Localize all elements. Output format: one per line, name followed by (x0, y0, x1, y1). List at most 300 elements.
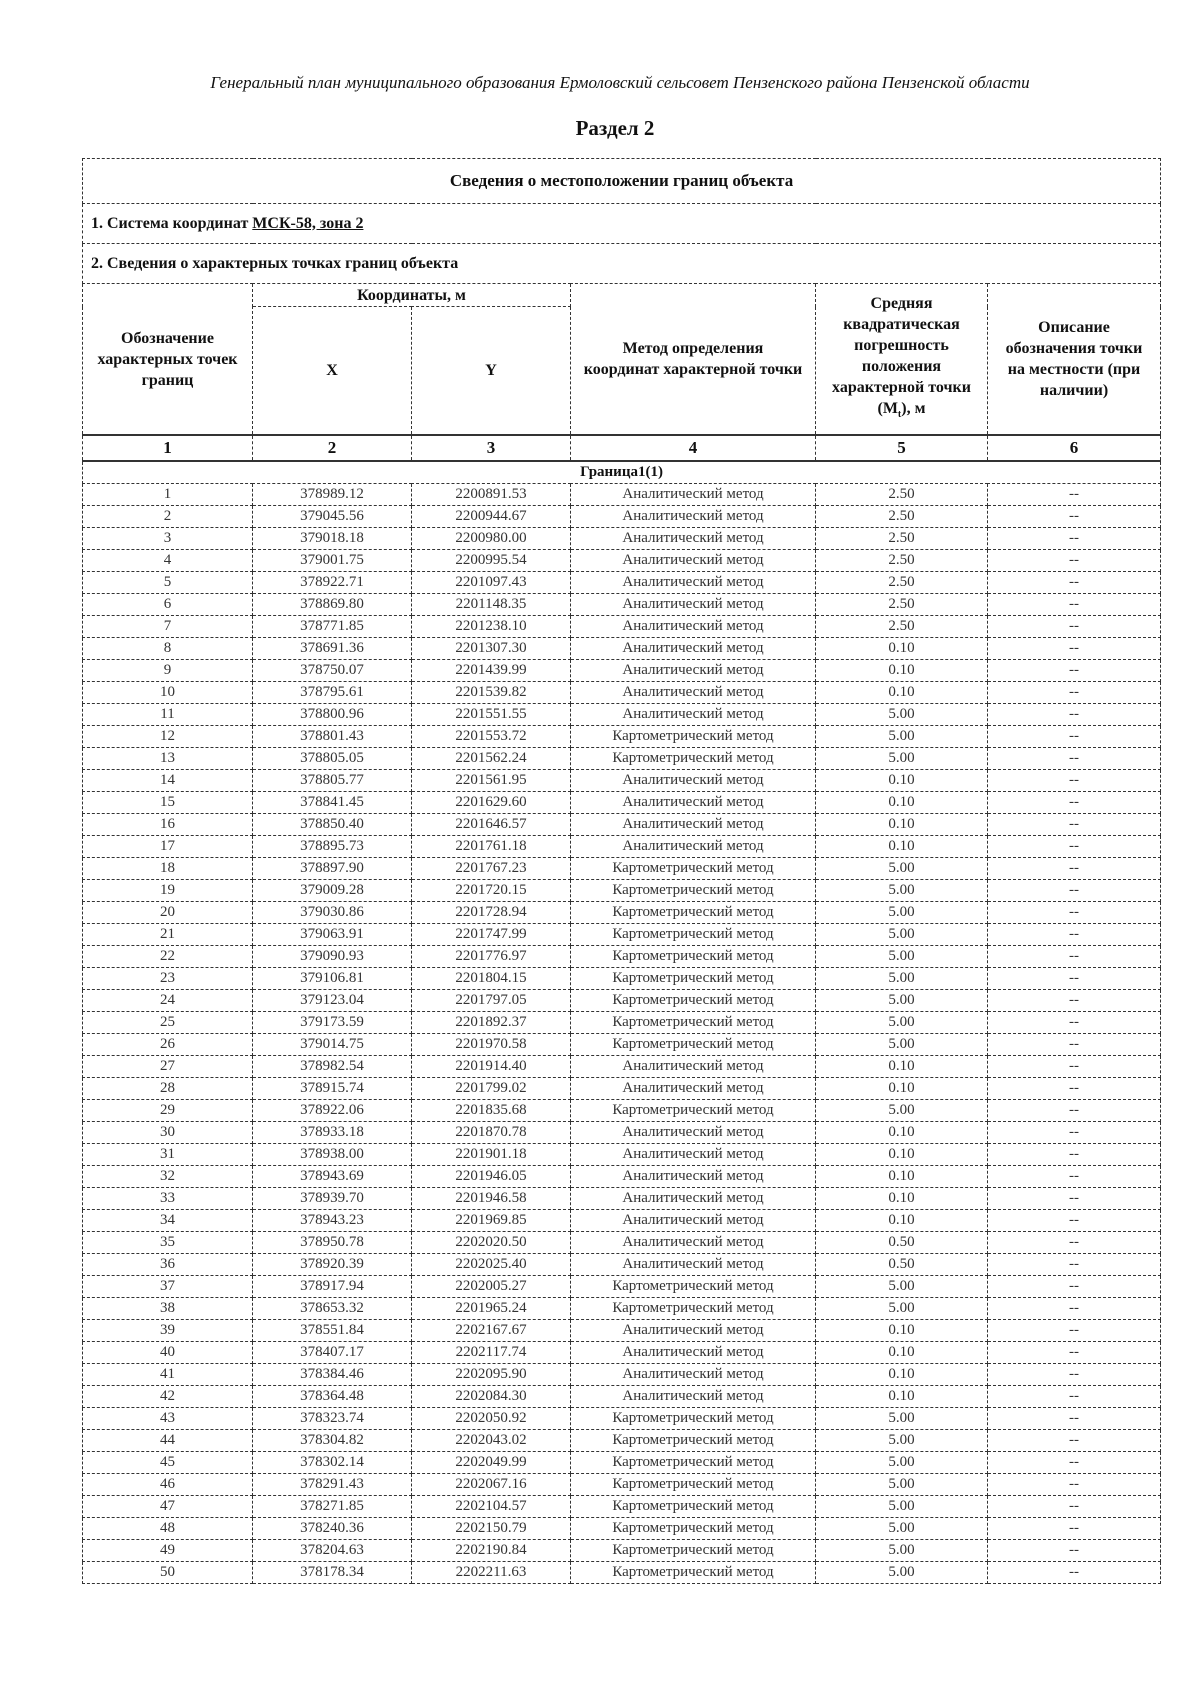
cell-coord-y: 2202117.74 (412, 1342, 571, 1364)
table-row (83, 660, 1161, 682)
cell-coord-y: 2201965.24 (412, 1298, 571, 1320)
cell-coord-y: 2200995.54 (412, 550, 571, 572)
cell-method: Аналитический метод (571, 1232, 816, 1254)
cell-point-id: 14 (83, 770, 253, 792)
cell-method: Аналитический метод (571, 660, 816, 682)
table-caption: Сведения о местоположении границ объекта (83, 159, 1161, 204)
cell-description: -- (988, 1364, 1161, 1386)
cell-description: -- (988, 968, 1161, 990)
coord-system-row (83, 204, 1161, 244)
table-row (83, 550, 1161, 572)
table-row (83, 1056, 1161, 1078)
cell-description: -- (988, 1342, 1161, 1364)
table-row (83, 528, 1161, 550)
cell-coord-y: 2202043.02 (412, 1430, 571, 1452)
cell-coord-x: 378323.74 (253, 1408, 412, 1430)
cell-coord-x: 378407.17 (253, 1342, 412, 1364)
cell-description: -- (988, 1386, 1161, 1408)
table-row (83, 506, 1161, 528)
cell-method: Аналитический метод (571, 1166, 816, 1188)
cell-coord-x: 378800.96 (253, 704, 412, 726)
cell-coord-x: 378805.77 (253, 770, 412, 792)
cell-point-id: 26 (83, 1034, 253, 1056)
cell-error: 2.50 (816, 528, 988, 550)
table-row (83, 792, 1161, 814)
cell-description: -- (988, 1078, 1161, 1100)
cell-coord-x: 378805.05 (253, 748, 412, 770)
cell-error: 0.10 (816, 836, 988, 858)
cell-description: -- (988, 1452, 1161, 1474)
cell-method: Аналитический метод (571, 594, 816, 616)
cell-coord-y: 2201551.55 (412, 704, 571, 726)
cell-error: 5.00 (816, 1474, 988, 1496)
cell-point-id: 32 (83, 1166, 253, 1188)
cell-point-id: 44 (83, 1430, 253, 1452)
cell-description: -- (988, 506, 1161, 528)
cell-description: -- (988, 726, 1161, 748)
cell-coord-x: 378795.61 (253, 682, 412, 704)
cell-coord-x: 379045.56 (253, 506, 412, 528)
points-heading: 2. Сведения о характерных точках границ объекта (83, 244, 1161, 284)
cell-error: 0.10 (816, 1144, 988, 1166)
cell-coord-y: 2201747.99 (412, 924, 571, 946)
cell-method: Картометрический метод (571, 726, 816, 748)
cell-coord-x: 378801.43 (253, 726, 412, 748)
cell-error: 5.00 (816, 1100, 988, 1122)
cell-point-id: 22 (83, 946, 253, 968)
cell-coord-y: 2200980.00 (412, 528, 571, 550)
cell-point-id: 30 (83, 1122, 253, 1144)
cell-point-id: 42 (83, 1386, 253, 1408)
table-row (83, 1188, 1161, 1210)
cell-point-id: 6 (83, 594, 253, 616)
cell-description: -- (988, 770, 1161, 792)
table-row (83, 1408, 1161, 1430)
cell-description: -- (988, 792, 1161, 814)
cell-error: 0.10 (816, 1320, 988, 1342)
cell-error: 5.00 (816, 726, 988, 748)
cell-coord-y: 2201776.97 (412, 946, 571, 968)
table-row (83, 726, 1161, 748)
cell-coord-y: 2202067.16 (412, 1474, 571, 1496)
cell-point-id: 19 (83, 880, 253, 902)
cell-method: Картометрический метод (571, 1518, 816, 1540)
cell-method: Аналитический метод (571, 1144, 816, 1166)
cell-method: Аналитический метод (571, 506, 816, 528)
cell-coord-y: 2201835.68 (412, 1100, 571, 1122)
cell-coord-x: 378943.69 (253, 1166, 412, 1188)
cell-error: 0.10 (816, 814, 988, 836)
cell-method: Аналитический метод (571, 1122, 816, 1144)
cell-error: 5.00 (816, 1034, 988, 1056)
table-row (83, 1518, 1161, 1540)
cell-description: -- (988, 858, 1161, 880)
cell-method: Картометрический метод (571, 1012, 816, 1034)
cell-description: -- (988, 1496, 1161, 1518)
cell-description: -- (988, 1276, 1161, 1298)
cell-coord-x: 378204.63 (253, 1540, 412, 1562)
cell-point-id: 48 (83, 1518, 253, 1540)
cell-error: 0.10 (816, 1166, 988, 1188)
cell-description: -- (988, 1210, 1161, 1232)
cell-error: 5.00 (816, 1276, 988, 1298)
cell-description: -- (988, 1166, 1161, 1188)
cell-coord-y: 2201307.30 (412, 638, 571, 660)
table-row (83, 946, 1161, 968)
cell-point-id: 49 (83, 1540, 253, 1562)
cell-coord-x: 378989.12 (253, 484, 412, 506)
cell-method: Аналитический метод (571, 550, 816, 572)
cell-method: Картометрический метод (571, 1452, 816, 1474)
cell-description: -- (988, 902, 1161, 924)
cell-coord-x: 378938.00 (253, 1144, 412, 1166)
table-row (83, 1232, 1161, 1254)
cell-error: 5.00 (816, 1540, 988, 1562)
table-row (83, 1496, 1161, 1518)
cell-error: 0.50 (816, 1232, 988, 1254)
cell-description: -- (988, 550, 1161, 572)
cell-method: Картометрический метод (571, 1100, 816, 1122)
table-row (83, 770, 1161, 792)
cell-method: Аналитический метод (571, 1254, 816, 1276)
cell-coord-y: 2201439.99 (412, 660, 571, 682)
cell-coord-x: 379106.81 (253, 968, 412, 990)
coord-system-value: МСК-58, зона 2 (252, 214, 364, 232)
cell-coord-y: 2200891.53 (412, 484, 571, 506)
table-row (83, 1562, 1161, 1584)
cell-coord-x: 378240.36 (253, 1518, 412, 1540)
cell-coord-y: 2202211.63 (412, 1562, 571, 1584)
cell-description: -- (988, 1518, 1161, 1540)
header-error: Средняя квадратическая погрешность положения характерной точки $(M_t)$, м (816, 284, 988, 436)
cell-point-id: 46 (83, 1474, 253, 1496)
cell-point-id: 20 (83, 902, 253, 924)
table-row (83, 704, 1161, 726)
cell-coord-x: 379018.18 (253, 528, 412, 550)
cell-coord-x: 378291.43 (253, 1474, 412, 1496)
cell-point-id: 36 (83, 1254, 253, 1276)
cell-method: Картометрический метод (571, 1430, 816, 1452)
table-row (83, 616, 1161, 638)
cell-coord-y: 2201728.94 (412, 902, 571, 924)
cell-error: 2.50 (816, 594, 988, 616)
cell-coord-x: 378917.94 (253, 1276, 412, 1298)
cell-coord-x: 378869.80 (253, 594, 412, 616)
table-row (83, 1078, 1161, 1100)
cell-method: Картометрический метод (571, 1034, 816, 1056)
cell-point-id: 10 (83, 682, 253, 704)
cell-error: 0.10 (816, 1056, 988, 1078)
cell-method: Картометрический метод (571, 1540, 816, 1562)
cell-error: 0.50 (816, 1254, 988, 1276)
cell-description: -- (988, 1188, 1161, 1210)
cell-description: -- (988, 1540, 1161, 1562)
table-row (83, 990, 1161, 1012)
cell-coord-y: 2201870.78 (412, 1122, 571, 1144)
cell-method: Аналитический метод (571, 836, 816, 858)
cell-coord-y: 2201238.10 (412, 616, 571, 638)
cell-coord-y: 2202020.50 (412, 1232, 571, 1254)
header-point: Обозначение характерных точек границ (83, 284, 253, 436)
table-row (83, 1474, 1161, 1496)
table-row (83, 572, 1161, 594)
cell-description: -- (988, 594, 1161, 616)
cell-coord-y: 2201720.15 (412, 880, 571, 902)
cell-coord-x: 378895.73 (253, 836, 412, 858)
cell-point-id: 1 (83, 484, 253, 506)
table-row (83, 1034, 1161, 1056)
cell-point-id: 3 (83, 528, 253, 550)
cell-method: Аналитический метод (571, 1342, 816, 1364)
cell-description: -- (988, 1100, 1161, 1122)
cell-coord-y: 2201804.15 (412, 968, 571, 990)
cell-point-id: 16 (83, 814, 253, 836)
table-row (83, 1342, 1161, 1364)
cell-point-id: 12 (83, 726, 253, 748)
cell-coord-x: 378915.74 (253, 1078, 412, 1100)
cell-method: Аналитический метод (571, 528, 816, 550)
header-x: X (253, 307, 412, 436)
cell-point-id: 41 (83, 1364, 253, 1386)
cell-coord-y: 2202095.90 (412, 1364, 571, 1386)
cell-coord-x: 378950.78 (253, 1232, 412, 1254)
cell-coord-x: 378364.48 (253, 1386, 412, 1408)
cell-method: Аналитический метод (571, 1364, 816, 1386)
cell-description: -- (988, 704, 1161, 726)
cell-point-id: 5 (83, 572, 253, 594)
cell-description: -- (988, 946, 1161, 968)
cell-method: Картометрический метод (571, 990, 816, 1012)
table-row (83, 814, 1161, 836)
cell-error: 2.50 (816, 572, 988, 594)
cell-coord-x: 378653.32 (253, 1298, 412, 1320)
cell-coord-x: 379009.28 (253, 880, 412, 902)
cell-coord-x: 378178.34 (253, 1562, 412, 1584)
cell-coord-x: 378850.40 (253, 814, 412, 836)
cell-description: -- (988, 1232, 1161, 1254)
cell-point-id: 21 (83, 924, 253, 946)
cell-point-id: 40 (83, 1342, 253, 1364)
cell-coord-x: 378750.07 (253, 660, 412, 682)
cell-coord-y: 2202049.99 (412, 1452, 571, 1474)
cell-coord-x: 379090.93 (253, 946, 412, 968)
cell-coord-x: 378304.82 (253, 1430, 412, 1452)
cell-method: Аналитический метод (571, 1078, 816, 1100)
table-row (83, 1144, 1161, 1166)
cell-error: 0.10 (816, 638, 988, 660)
cell-coord-x: 378771.85 (253, 616, 412, 638)
column-number: 5 (816, 435, 988, 461)
group-label: Граница1(1) (83, 461, 1161, 484)
cell-description: -- (988, 1408, 1161, 1430)
cell-method: Аналитический метод (571, 1056, 816, 1078)
cell-coord-x: 378922.06 (253, 1100, 412, 1122)
cell-description: -- (988, 990, 1161, 1012)
cell-point-id: 11 (83, 704, 253, 726)
table-row (83, 1364, 1161, 1386)
cell-coord-y: 2202150.79 (412, 1518, 571, 1540)
boundary-points-table (82, 158, 1161, 1584)
header-coords: Координаты, м (253, 284, 571, 307)
cell-method: Аналитический метод (571, 638, 816, 660)
cell-coord-y: 2201946.05 (412, 1166, 571, 1188)
cell-coord-y: 2201767.23 (412, 858, 571, 880)
table-row (83, 638, 1161, 660)
cell-description: -- (988, 572, 1161, 594)
table-row (83, 594, 1161, 616)
cell-error: 0.10 (816, 682, 988, 704)
cell-point-id: 4 (83, 550, 253, 572)
cell-description: -- (988, 880, 1161, 902)
cell-error: 0.10 (816, 1342, 988, 1364)
cell-coord-y: 2201799.02 (412, 1078, 571, 1100)
table-row (83, 1430, 1161, 1452)
cell-coord-y: 2201761.18 (412, 836, 571, 858)
column-number: 4 (571, 435, 816, 461)
cell-description: -- (988, 836, 1161, 858)
cell-coord-x: 379173.59 (253, 1012, 412, 1034)
cell-method: Картометрический метод (571, 1562, 816, 1584)
cell-coord-y: 2201629.60 (412, 792, 571, 814)
header-method: Метод определения координат характерной точки (571, 284, 816, 436)
cell-coord-y: 2202025.40 (412, 1254, 571, 1276)
cell-coord-y: 2201892.37 (412, 1012, 571, 1034)
cell-method: Картометрический метод (571, 924, 816, 946)
table-row (83, 880, 1161, 902)
table-row (83, 484, 1161, 506)
cell-coord-y: 2201539.82 (412, 682, 571, 704)
cell-point-id: 35 (83, 1232, 253, 1254)
cell-point-id: 18 (83, 858, 253, 880)
table-row (83, 1210, 1161, 1232)
cell-method: Аналитический метод (571, 770, 816, 792)
table-row (83, 1166, 1161, 1188)
cell-description: -- (988, 748, 1161, 770)
cell-error: 5.00 (816, 1496, 988, 1518)
cell-method: Картометрический метод (571, 748, 816, 770)
cell-coord-y: 2201097.43 (412, 572, 571, 594)
cell-description: -- (988, 616, 1161, 638)
cell-method: Аналитический метод (571, 682, 816, 704)
cell-coord-y: 2202005.27 (412, 1276, 571, 1298)
cell-coord-x: 378933.18 (253, 1122, 412, 1144)
table-row (83, 1540, 1161, 1562)
cell-error: 0.10 (816, 1188, 988, 1210)
cell-error: 5.00 (816, 880, 988, 902)
cell-description: -- (988, 1562, 1161, 1584)
cell-description: -- (988, 1320, 1161, 1342)
cell-point-id: 33 (83, 1188, 253, 1210)
header-description: Описание обозначения точки на местности (при наличии) (988, 284, 1161, 436)
cell-description: -- (988, 814, 1161, 836)
cell-point-id: 17 (83, 836, 253, 858)
cell-coord-x: 379030.86 (253, 902, 412, 924)
cell-point-id: 7 (83, 616, 253, 638)
cell-method: Аналитический метод (571, 792, 816, 814)
table-row (83, 748, 1161, 770)
cell-coord-y: 2201970.58 (412, 1034, 571, 1056)
cell-coord-x: 378841.45 (253, 792, 412, 814)
cell-error: 5.00 (816, 858, 988, 880)
table-row (83, 1100, 1161, 1122)
cell-coord-x: 378920.39 (253, 1254, 412, 1276)
cell-coord-y: 2202050.92 (412, 1408, 571, 1430)
cell-method: Картометрический метод (571, 1408, 816, 1430)
cell-point-id: 28 (83, 1078, 253, 1100)
cell-description: -- (988, 1254, 1161, 1276)
cell-coord-y: 2202084.30 (412, 1386, 571, 1408)
cell-error: 5.00 (816, 924, 988, 946)
running-head: Генеральный план муниципального образования Ермоловский сельсовет Пензенского района Пензенской области (210, 73, 1030, 92)
cell-description: -- (988, 660, 1161, 682)
cell-error: 5.00 (816, 1562, 988, 1584)
table-row (83, 1452, 1161, 1474)
cell-point-id: 31 (83, 1144, 253, 1166)
cell-method: Аналитический метод (571, 572, 816, 594)
cell-error: 5.00 (816, 990, 988, 1012)
cell-point-id: 2 (83, 506, 253, 528)
cell-error: 5.00 (816, 968, 988, 990)
cell-method: Картометрический метод (571, 1298, 816, 1320)
cell-method: Аналитический метод (571, 484, 816, 506)
cell-error: 0.10 (816, 1122, 988, 1144)
cell-coord-x: 378551.84 (253, 1320, 412, 1342)
cell-point-id: 27 (83, 1056, 253, 1078)
cell-description: -- (988, 1122, 1161, 1144)
section-title: Раздел 2 (575, 116, 655, 140)
cell-coord-y: 2201969.85 (412, 1210, 571, 1232)
cell-error: 0.10 (816, 1078, 988, 1100)
table-row (83, 1122, 1161, 1144)
cell-point-id: 38 (83, 1298, 253, 1320)
cell-method: Аналитический метод (571, 704, 816, 726)
cell-point-id: 25 (83, 1012, 253, 1034)
cell-method: Аналитический метод (571, 1320, 816, 1342)
cell-point-id: 8 (83, 638, 253, 660)
table-row (83, 902, 1161, 924)
table-row (83, 836, 1161, 858)
cell-description: -- (988, 528, 1161, 550)
cell-error: 2.50 (816, 506, 988, 528)
cell-method: Картометрический метод (571, 1496, 816, 1518)
cell-coord-y: 2201148.35 (412, 594, 571, 616)
table-row (83, 1276, 1161, 1298)
table-row (83, 1254, 1161, 1276)
table-row (83, 968, 1161, 990)
cell-method: Картометрический метод (571, 902, 816, 924)
table-row (83, 924, 1161, 946)
cell-method: Картометрический метод (571, 1276, 816, 1298)
table-row (83, 1298, 1161, 1320)
cell-error: 2.50 (816, 550, 988, 572)
cell-coord-x: 379123.04 (253, 990, 412, 1012)
cell-point-id: 47 (83, 1496, 253, 1518)
cell-coord-y: 2200944.67 (412, 506, 571, 528)
cell-description: -- (988, 1430, 1161, 1452)
cell-coord-x: 378982.54 (253, 1056, 412, 1078)
cell-point-id: 37 (83, 1276, 253, 1298)
cell-description: -- (988, 1034, 1161, 1056)
cell-method: Картометрический метод (571, 1474, 816, 1496)
cell-error: 5.00 (816, 1518, 988, 1540)
cell-error: 0.10 (816, 660, 988, 682)
cell-point-id: 39 (83, 1320, 253, 1342)
cell-point-id: 13 (83, 748, 253, 770)
cell-coord-x: 378943.23 (253, 1210, 412, 1232)
cell-description: -- (988, 1474, 1161, 1496)
cell-method: Картометрический метод (571, 968, 816, 990)
cell-error: 5.00 (816, 1408, 988, 1430)
